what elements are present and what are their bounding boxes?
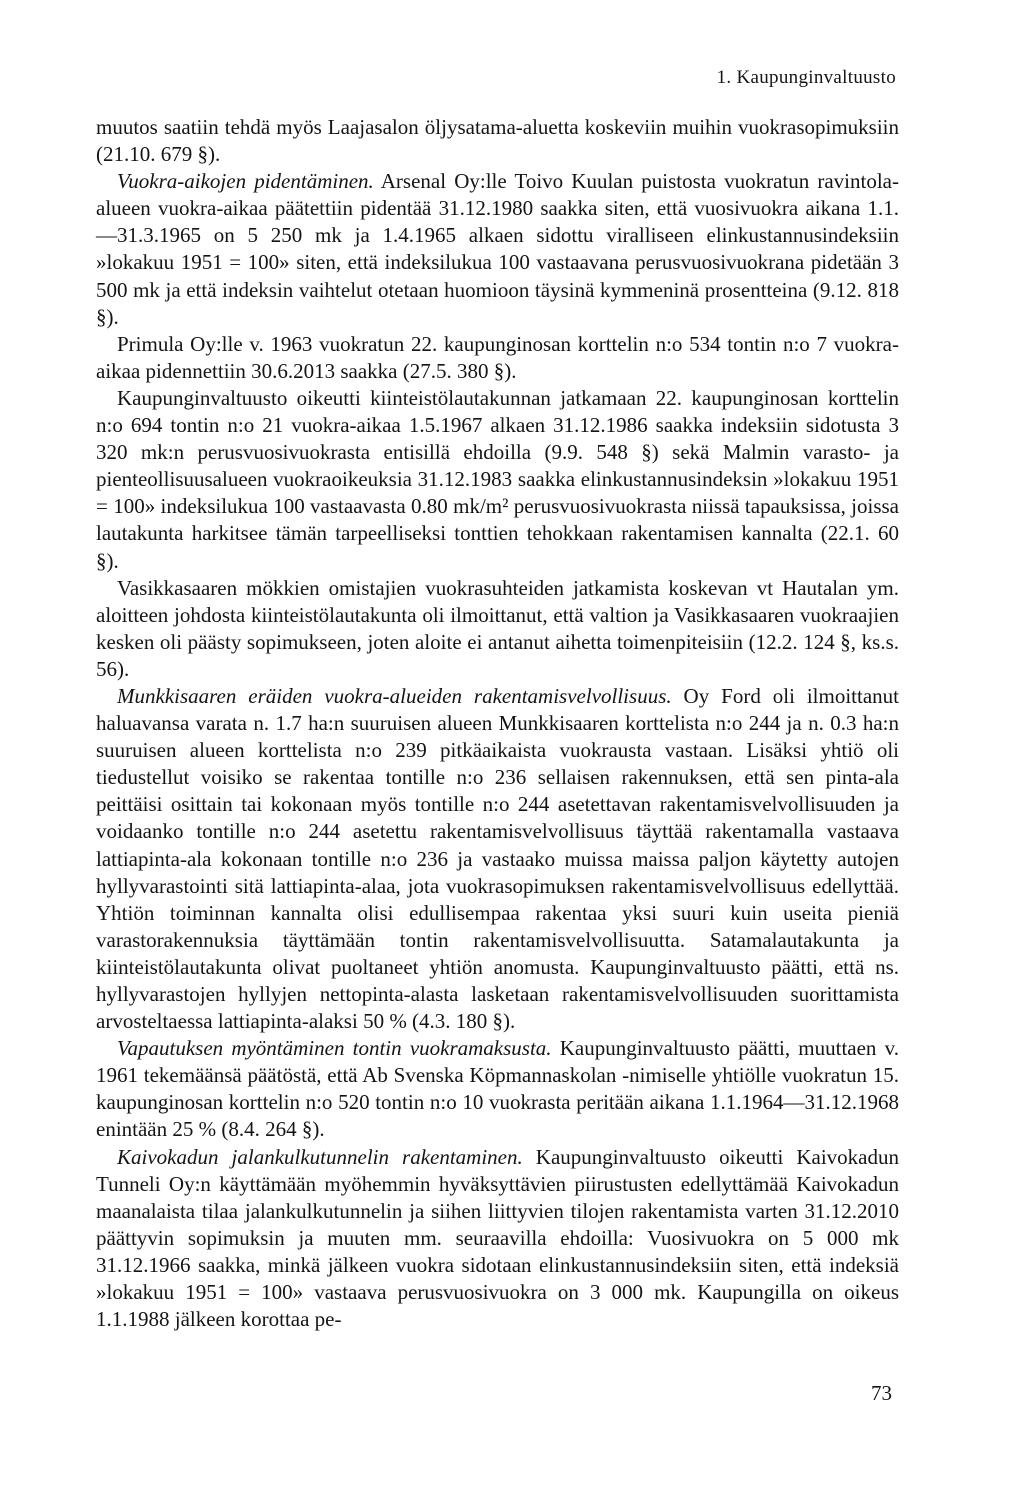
section-heading: Vapautuksen myöntäminen tontin vuokramaksusta.	[117, 1036, 552, 1061]
page-number: 73	[871, 1381, 892, 1405]
running-header: 1. Kaupunginvaltuusto	[716, 67, 896, 88]
paragraph-text: Oy Ford oli ilmoittanut haluavansa varata n. 1.7 ha:n suuruisen alueen Munkkisaaren korttelista n:o 244 ja n. 0.3 ha:n suuruisen alueen korttelista n:o 239 pitkäaikaista vuokrausta vastaan. Lisäksi yhtiö oli tiedustellut voisiko se rakentaa tontille n:o 236 sellaisen rakennuksen, että sen pinta-ala peittäisi osittain tai kokonaan myös tontille n:o 244 asetettavan rakentamisvelvollisuuden ja voidaanko tontille n:o 244 asetettu rakentamisvelvollisuus täyttää rakentamalla vastaava lattiapinta-ala kokonaan tontille n:o 236 ja vastaako muissa maissa paljon käytetty autojen hyllyvarastointi sitä lattiapinta-alaa, jota vuokrasopimuksen rakentamisvelvollisuus edellyttää. Yhtiön toiminnan kannalta olisi edullisempaa rakentaa yksi suuri kuin useita pieniä varastorakennuksia täyttämään tontin rakentamisvelvollisuutta. Satamalautakunta ja kiinteistölautakunta olivat puoltaneet yhtiön anomusta. Kaupunginvaltuusto päätti, että ns. hyllyvarastojen hyllyjen nettopinta-alasta lasketaan rakentamisvelvollisuuden suorittamista arvosteltaessa lattiapinta-alaksi 50 % (4.3. 180 §).	[96, 683, 899, 1034]
paragraph-text: Kaupunginvaltuusto oikeutti kiinteistölautakunnan jatkamaan 22. kaupunginosan korttelin n:o 694 tontin n:o 21 vuokra-aikaa 1.5.1967 alkaen 31.12.1986 saakka indeksiin sidotusta 3 320 mk:n perusvuosivuokrasta entisillä ehdoilla (9.9. 548 §) sekä Malmin varasto- ja pienteollisuusalueen vuokraoikeuksia 31.12.1983 saakka elinkustannusindeksin »lokakuu 1951 = 100» indeksilukua 100 vastaavasta 0.80 mk/m² perusvuosivuokrasta niissä tapauksissa, joissa lautakunta harkitsee tämän tarpeelliseksi tonttien tehokkaan rakentamisen kannalta (22.1. 60 §).	[96, 385, 899, 573]
paragraph-text: Vasikkasaaren mökkien omistajien vuokrasuhteiden jatkamista koskevan vt Hautalan ym. aloitteen johdosta kiinteistölautakunta oli ilmoittanut, että valtion ja Vasikkasaaren vuokraajien kesken oli päästy sopimukseen, joten aloite ei antanut aihetta toimenpiteisiin (12.2. 124 §, ks.s. 56).	[96, 575, 899, 681]
paragraph	[96, 114, 899, 168]
section-heading: Kaivokadun jalankulkutunnelin rakentaminen.	[117, 1144, 523, 1169]
paragraph-text: muutos saatiin tehdä myös Laajasalon öljysatama-aluetta koskeviin muihin vuokrasopimuksiin (21.10. 679 §).	[96, 115, 899, 167]
paragraph	[96, 385, 899, 575]
paragraph	[96, 1144, 899, 1334]
body-text	[96, 114, 899, 1333]
paragraph-text: Kaupunginvaltuusto päätti, muuttaen v. 1961 tekemäänsä päätöstä, että Ab Svenska Köpmannaskolan -nimiselle yhtiölle vuokratun 15. kaupunginosan korttelin n:o 520 tontin n:o 10 vuokrasta peritään aikana 1.1.1964—31.12.1968 enintään 25 % (8.4. 264 §).	[96, 1036, 899, 1142]
paragraph	[96, 683, 899, 1035]
paragraph-text: Primula Oy:lle v. 1963 vuokratun 22. kaupunginosan korttelin n:o 534 tontin n:o 7 vuokra-aikaa pidennettiin 30.6.2013 saakka (27.5. 380 §).	[96, 331, 899, 383]
paragraph	[96, 575, 899, 683]
section-heading: Munkkisaaren eräiden vuokra-alueiden rakentamisvelvollisuus.	[117, 683, 672, 708]
paragraph	[96, 1035, 899, 1143]
paragraph-text: Arsenal Oy:lle Toivo Kuulan puistosta vuokratun ravintola-alueen vuokra-aikaa päätettiin pidentää 31.12.1980 saakka siten, että vuosivuokra aikana 1.1.—31.3.1965 on 5 250 mk ja 1.4.1965 alkaen sidottu viralliseen elinkustannusindeksiin »lokakuu 1951 = 100» siten, että indeksilukua 100 vastaavana perusvuosivuokrana pidetään 3 500 mk ja että indeksin vaihtelut otetaan huomioon täysinä kymmeninä prosentteina (9.12. 818 §).	[96, 169, 899, 329]
section-heading: Vuokra-aikojen pidentäminen.	[117, 169, 374, 194]
paragraph	[96, 331, 899, 385]
paragraph	[96, 168, 899, 331]
paragraph-text: Kaupunginvaltuusto oikeutti Kaivokadun Tunneli Oy:n käyttämään myöhemmin hyväksyttävien piirustusten edellyttämää Kaivokadun maanalaista tilaa jalankulkutunnelin ja siihen liittyvien tilojen rakentamista varten 31.12.2010 päättyvin sopimuksin ja muuten mm. seuraavilla ehdoilla: Vuosivuokra on 5 000 mk 31.12.1966 saakka, minkä jälkeen vuokra sidotaan elinkustannusindeksiin siten, että indeksiä »lokakuu 1951 = 100» vastaava perusvuosivuokra on 3 000 mk. Kaupungilla on oikeus 1.1.1988 jälkeen korottaa pe-	[96, 1144, 900, 1332]
